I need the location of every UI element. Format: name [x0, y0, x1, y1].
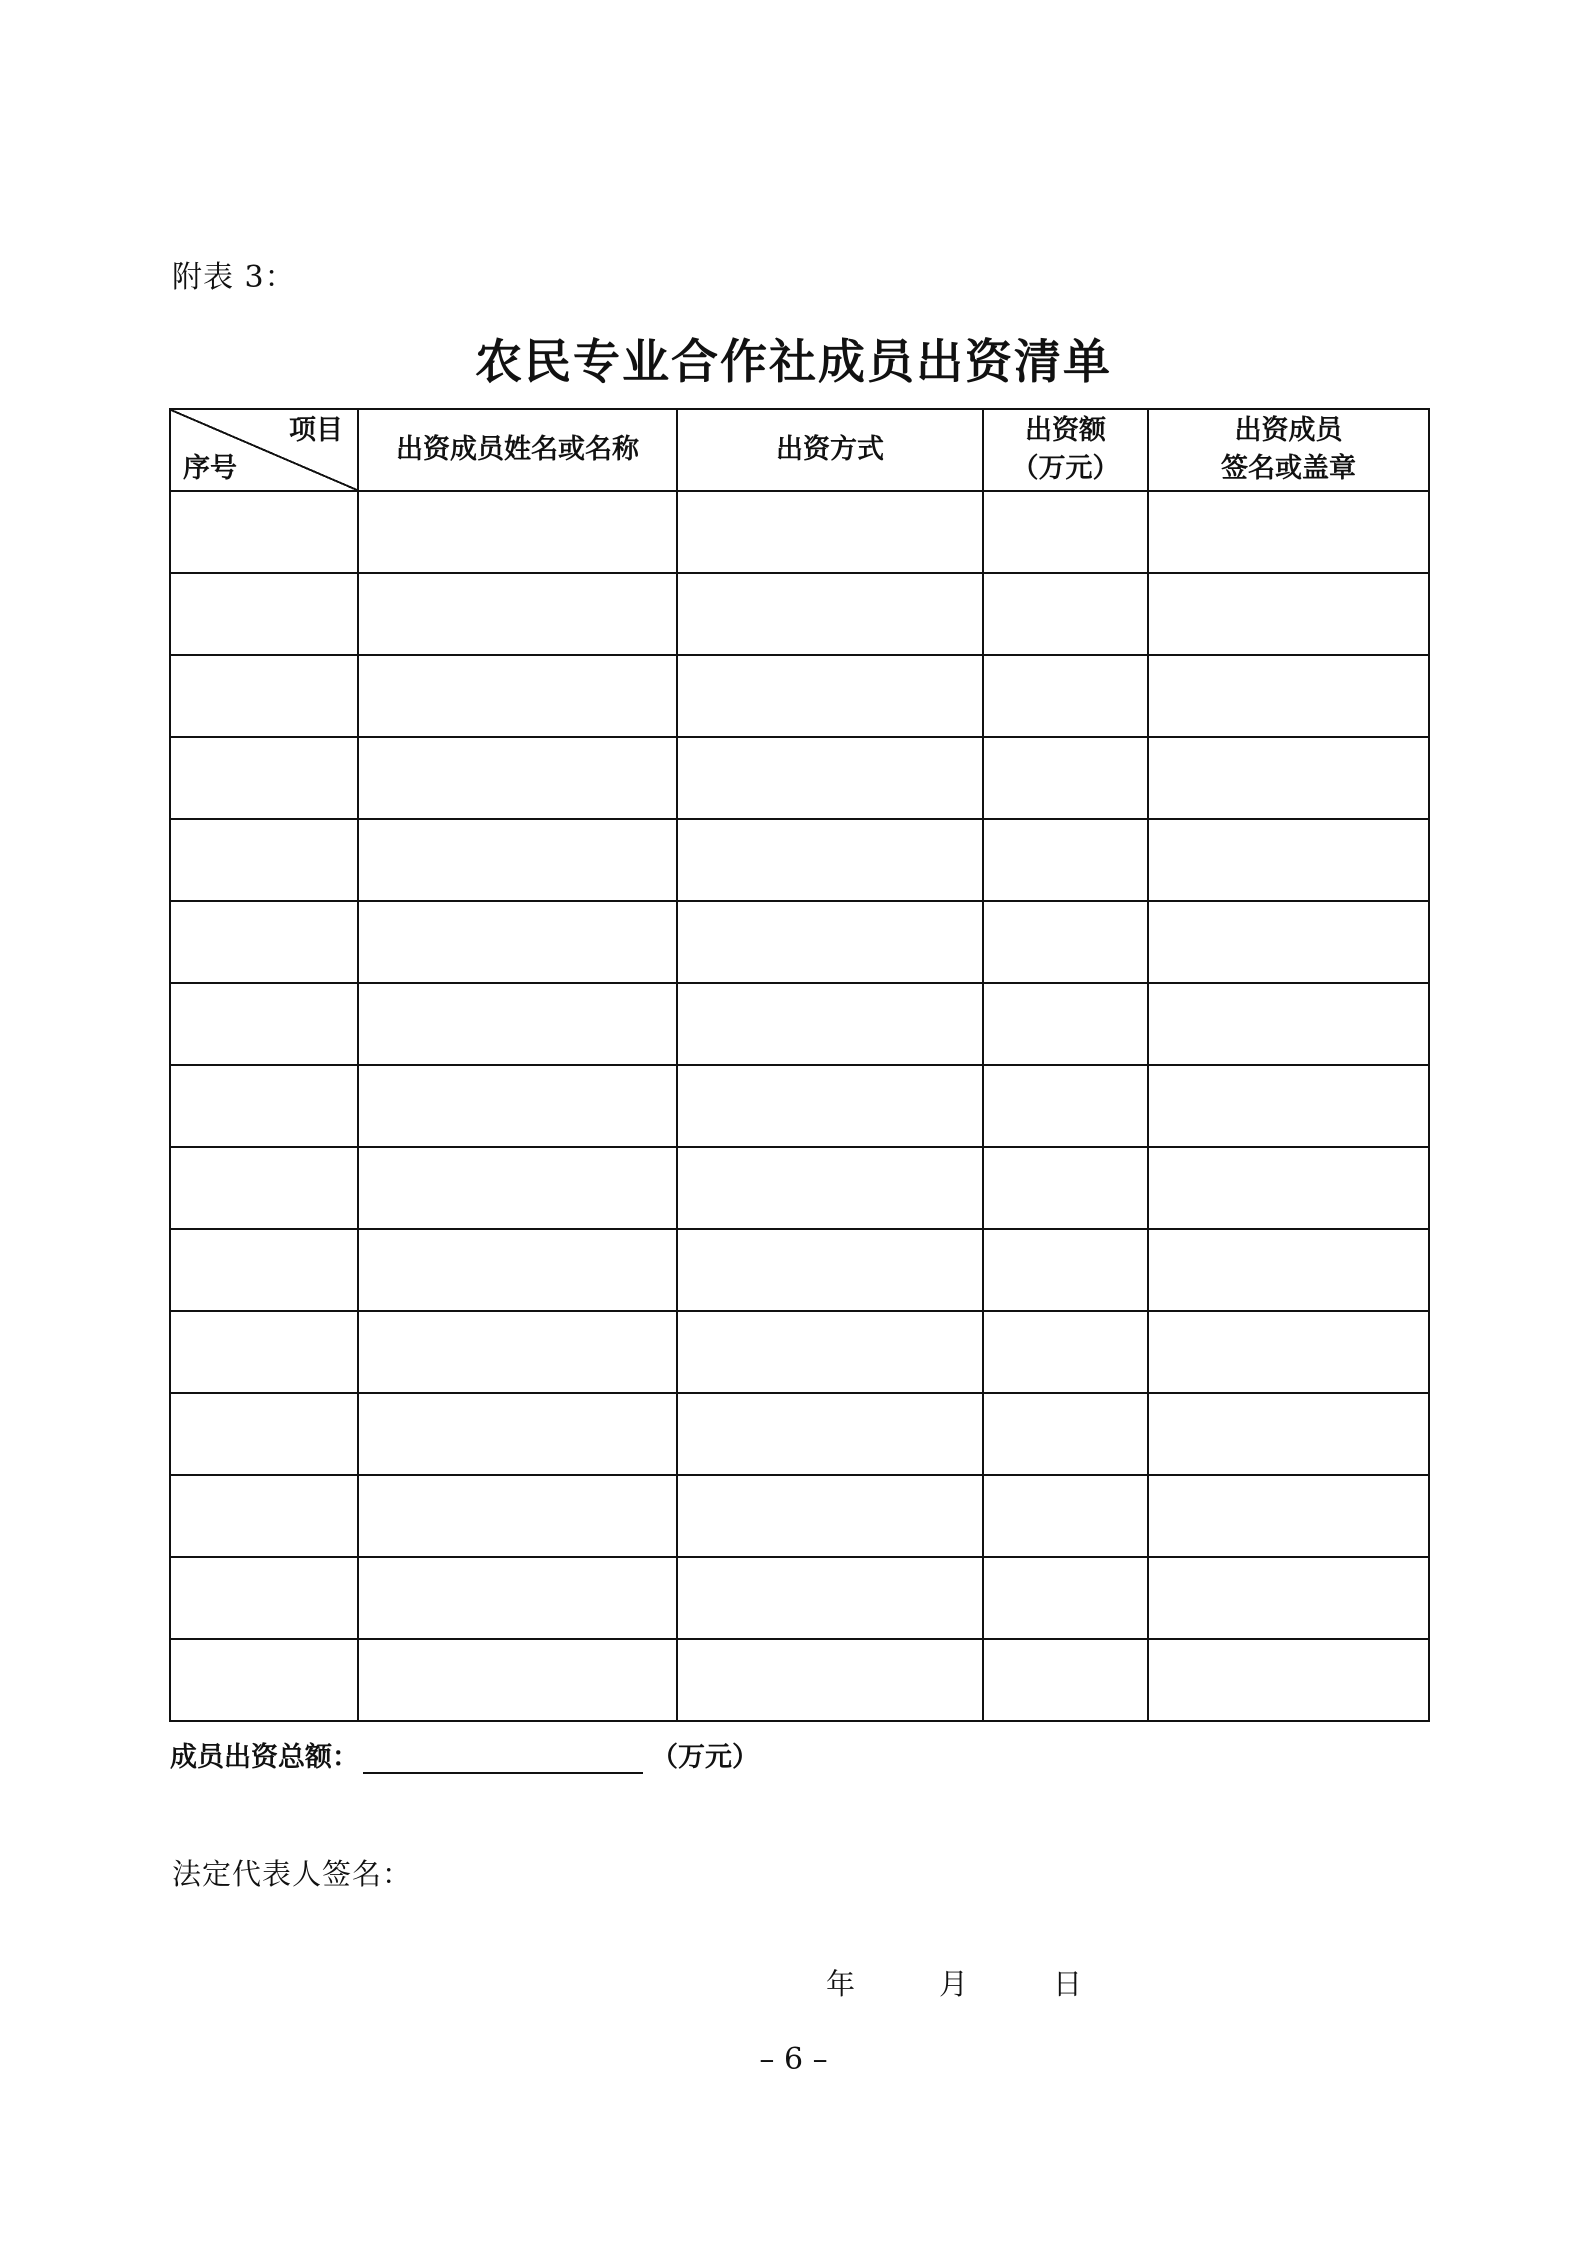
date-day: 日: [1053, 1967, 1083, 2001]
header-member-name: 出资成员姓名或名称: [358, 409, 677, 491]
table-row: [170, 1393, 1429, 1475]
total-unit: （万元）: [651, 1742, 759, 1773]
contribution-table: [169, 408, 1430, 1722]
amount-cell[interactable]: [983, 1475, 1148, 1557]
amount-cell[interactable]: [983, 655, 1148, 737]
method-cell[interactable]: [677, 1393, 983, 1475]
signature-cell[interactable]: [1148, 1393, 1429, 1475]
signature-cell[interactable]: [1148, 983, 1429, 1065]
table-row: [170, 1229, 1429, 1311]
serial-cell[interactable]: [170, 1639, 358, 1721]
table-row: [170, 1639, 1429, 1721]
method-cell[interactable]: [677, 1557, 983, 1639]
header-member-signature: [1148, 409, 1429, 491]
member-name-cell[interactable]: [358, 491, 677, 573]
serial-cell[interactable]: [170, 1475, 358, 1557]
serial-cell[interactable]: [170, 1393, 358, 1475]
header-serial-label: 序号: [183, 453, 237, 484]
member-name-cell[interactable]: [358, 1147, 677, 1229]
serial-cell[interactable]: [170, 1147, 358, 1229]
legal-representative-signature: 法定代表人签名：: [172, 1857, 413, 1891]
signature-cell[interactable]: [1148, 819, 1429, 901]
member-name-cell[interactable]: [358, 1639, 677, 1721]
amount-cell[interactable]: [983, 1147, 1148, 1229]
table-row: [170, 1475, 1429, 1557]
method-cell[interactable]: [677, 819, 983, 901]
member-name-cell[interactable]: [358, 819, 677, 901]
table-row: [170, 655, 1429, 737]
serial-cell[interactable]: [170, 1557, 358, 1639]
serial-cell[interactable]: [170, 983, 358, 1065]
serial-cell[interactable]: [170, 1065, 358, 1147]
amount-cell[interactable]: [983, 1065, 1148, 1147]
signature-cell[interactable]: [1148, 1229, 1429, 1311]
table-body: [170, 491, 1429, 1721]
serial-cell[interactable]: [170, 491, 358, 573]
table-header-row: [170, 409, 1429, 491]
serial-cell[interactable]: [170, 1311, 358, 1393]
method-cell[interactable]: [677, 1311, 983, 1393]
signature-cell[interactable]: [1148, 1475, 1429, 1557]
method-cell[interactable]: [677, 655, 983, 737]
member-name-cell[interactable]: [358, 1229, 677, 1311]
serial-cell[interactable]: [170, 819, 358, 901]
serial-cell[interactable]: [170, 737, 358, 819]
header-contribution-method: 出资方式: [677, 409, 983, 491]
member-name-cell[interactable]: [358, 1557, 677, 1639]
signature-cell[interactable]: [1148, 573, 1429, 655]
member-name-cell[interactable]: [358, 1311, 677, 1393]
method-cell[interactable]: [677, 1147, 983, 1229]
signature-cell[interactable]: [1148, 901, 1429, 983]
amount-cell[interactable]: [983, 819, 1148, 901]
signature-cell[interactable]: [1148, 491, 1429, 573]
signature-cell[interactable]: [1148, 1639, 1429, 1721]
signature-cell[interactable]: [1148, 1557, 1429, 1639]
amount-cell[interactable]: [983, 1393, 1148, 1475]
header-amount-unit: （万元）: [1011, 453, 1120, 484]
page-number: – 6 –: [759, 2042, 828, 2077]
document-title: 农民专业合作社成员出资清单: [475, 335, 1112, 390]
signature-cell[interactable]: [1148, 1147, 1429, 1229]
header-signature-line2: 签名或盖章: [1221, 453, 1356, 484]
total-blank-field[interactable]: [363, 1742, 643, 1774]
table-row: [170, 819, 1429, 901]
table-row: [170, 1557, 1429, 1639]
member-name-cell[interactable]: [358, 737, 677, 819]
header-contribution-amount: [983, 409, 1148, 491]
amount-cell[interactable]: [983, 983, 1148, 1065]
serial-cell[interactable]: [170, 573, 358, 655]
method-cell[interactable]: [677, 491, 983, 573]
serial-cell[interactable]: [170, 1229, 358, 1311]
signature-cell[interactable]: [1148, 737, 1429, 819]
date-month: 月: [939, 1967, 969, 2001]
signature-cell[interactable]: [1148, 1311, 1429, 1393]
method-cell[interactable]: [677, 1229, 983, 1311]
amount-cell[interactable]: [983, 573, 1148, 655]
method-cell[interactable]: [677, 1065, 983, 1147]
table-row: [170, 1311, 1429, 1393]
header-item-label: 项目: [289, 415, 343, 446]
method-cell[interactable]: [677, 901, 983, 983]
date-year: 年: [826, 1967, 856, 2001]
method-cell[interactable]: [677, 983, 983, 1065]
amount-cell[interactable]: [983, 1229, 1148, 1311]
table-row: [170, 1065, 1429, 1147]
total-contribution-line: [170, 1735, 759, 1774]
member-name-cell[interactable]: [358, 1393, 677, 1475]
member-name-cell[interactable]: [358, 983, 677, 1065]
amount-cell[interactable]: [983, 737, 1148, 819]
amount-cell[interactable]: [983, 901, 1148, 983]
header-signature-line1: 出资成员: [1234, 415, 1343, 446]
table-row: [170, 491, 1429, 573]
member-name-cell[interactable]: [358, 1065, 677, 1147]
amount-cell[interactable]: [983, 1311, 1148, 1393]
amount-cell[interactable]: [983, 491, 1148, 573]
member-name-cell[interactable]: [358, 655, 677, 737]
table-row: [170, 983, 1429, 1065]
method-cell[interactable]: [677, 737, 983, 819]
diagonal-header-cell: [170, 409, 358, 491]
amount-cell[interactable]: [983, 1557, 1148, 1639]
table-row: [170, 573, 1429, 655]
table-row: [170, 1147, 1429, 1229]
total-label: 成员出资总额：: [170, 1742, 359, 1773]
signature-cell[interactable]: [1148, 1065, 1429, 1147]
amount-cell[interactable]: [983, 1639, 1148, 1721]
table-row: [170, 901, 1429, 983]
serial-cell[interactable]: [170, 901, 358, 983]
header-amount-label: 出资额: [1025, 415, 1106, 446]
member-name-cell[interactable]: [358, 573, 677, 655]
annex-label: 附表 3：: [172, 260, 296, 295]
method-cell[interactable]: [677, 1639, 983, 1721]
member-name-cell[interactable]: [358, 1475, 677, 1557]
signature-cell[interactable]: [1148, 655, 1429, 737]
method-cell[interactable]: [677, 573, 983, 655]
table-row: [170, 737, 1429, 819]
member-name-cell[interactable]: [358, 901, 677, 983]
serial-cell[interactable]: [170, 655, 358, 737]
method-cell[interactable]: [677, 1475, 983, 1557]
